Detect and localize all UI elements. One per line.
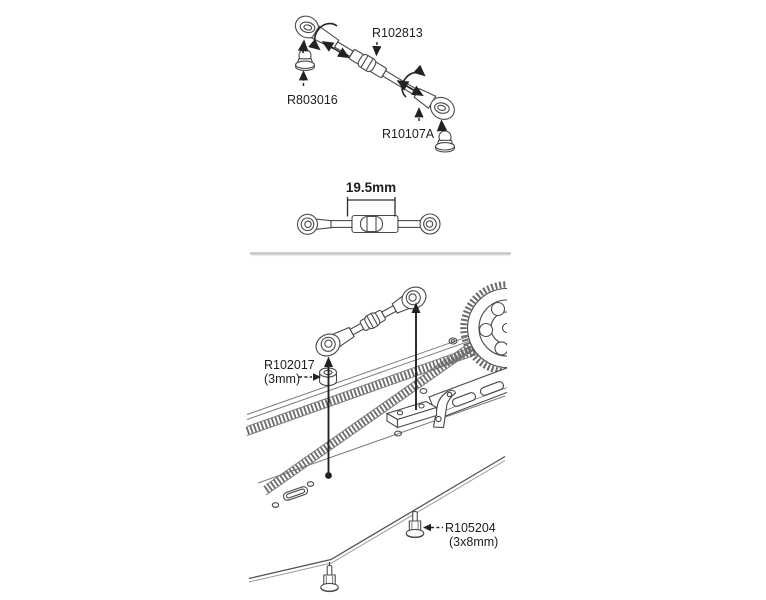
label-ball-stud-part: R803016 — [287, 93, 338, 107]
label-collar-size: (3mm) — [264, 372, 301, 386]
screw-leader-arrowhead — [423, 524, 431, 532]
chassis-installation-diagram — [247, 283, 551, 592]
ball-stud-right — [436, 131, 455, 152]
label-dimension: 19.5mm — [345, 180, 397, 195]
turnbuckle-installed — [312, 283, 430, 360]
belt-pulley-gear — [464, 285, 551, 372]
screw-left — [321, 566, 338, 592]
ball-stud-left — [296, 50, 315, 71]
section-divider — [250, 254, 511, 256]
label-screw-size: (3x8mm) — [449, 535, 499, 549]
length-setting-diagram — [298, 180, 441, 234]
label-screw-part: R105204 — [445, 521, 496, 535]
dimension-lines — [348, 197, 396, 217]
screw-right — [406, 512, 423, 538]
label-rod-end-part: R10107A — [382, 127, 435, 141]
label-collar-part: R102017 — [264, 358, 315, 372]
turnbuckle-flat — [298, 214, 441, 234]
top-assembly-diagram — [287, 12, 458, 152]
label-turnbuckle-part: R102813 — [372, 26, 423, 40]
